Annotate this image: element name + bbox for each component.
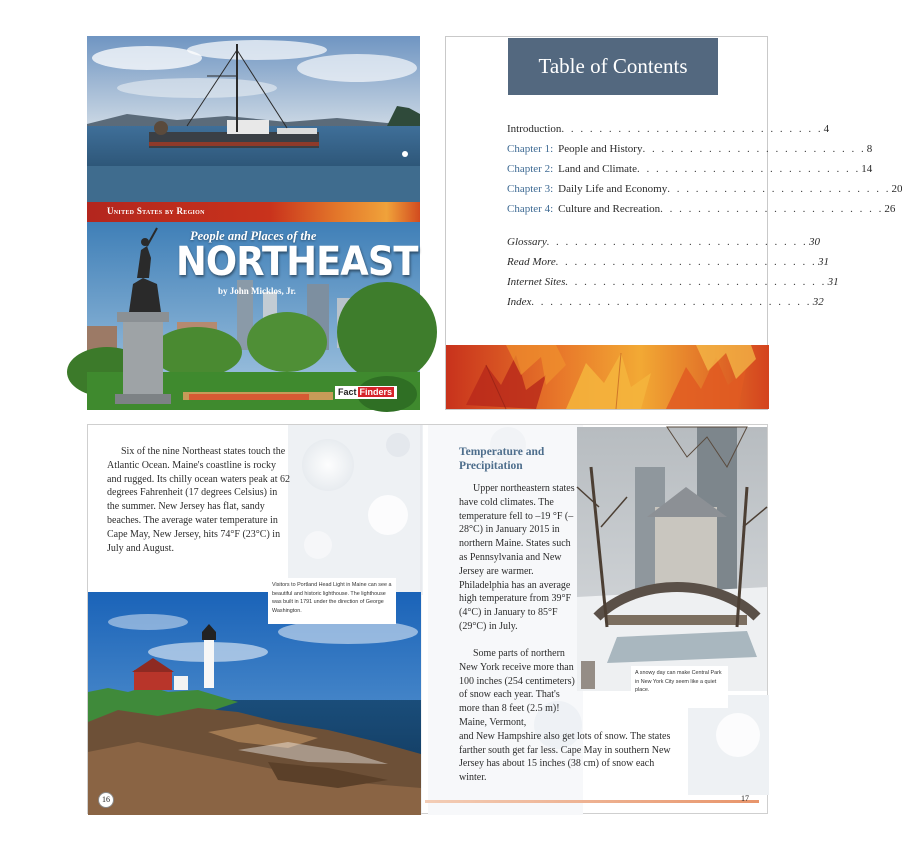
toc-chapter-prefix: Chapter 1: xyxy=(507,143,554,155)
toc-leader-dots: . . . . . . . . . . . . . . . . . . . . . . . . xyxy=(642,143,866,155)
right-page-paragraph-2 xyxy=(459,647,671,785)
toc-entry-index[interactable] xyxy=(507,292,824,312)
central-park-caption: A snowy day can make Central Park in New York City seem like a quiet place. xyxy=(631,666,728,708)
toc-entry-label: Land and Climate xyxy=(558,163,637,175)
autumn-leaves-image xyxy=(446,345,769,409)
toc-chapter-prefix: Chapter 3: xyxy=(507,183,554,195)
toc-entry-label: Culture and Recreation xyxy=(558,203,661,215)
toc-entry-label: Read More xyxy=(507,256,556,268)
cover-author: by John Micklos, Jr. xyxy=(218,286,296,296)
toc-entry-page: 26 xyxy=(884,203,896,215)
left-page-body: Six of the nine Northeast states touch the Atlantic Ocean. Maine's coastline is rocky and rugged. Its chilly ocean waters peak at 62 degrees Fahrenheit (17 degrees Celsius) in the summer. New Jersey has flat, sandy beaches. The average water temperature in Cape May, New Jersey, hits 74°F (23°C) in July and August. xyxy=(107,446,290,554)
series-band xyxy=(87,202,420,222)
toc-entry-label: Introduction xyxy=(507,123,562,135)
cover-title: NORTHEAST xyxy=(176,239,418,285)
fishing-boat-photo xyxy=(87,36,420,166)
toc-leader-dots: . . . . . . . . . . . . . . . . . . . . . . . . . . . . . . xyxy=(531,296,812,308)
toc-entry-label: Internet Sites xyxy=(507,276,566,288)
table-of-contents-page xyxy=(445,36,902,410)
toc-leader-dots: . . . . . . . . . . . . . . . . . . . . . . . . xyxy=(660,203,884,215)
section-heading xyxy=(459,445,544,473)
toc-leader-dots: . . . . . . . . . . . . . . . . . . . . . . . . xyxy=(667,183,891,195)
toc-chapter-prefix: Chapter 2: xyxy=(507,163,554,175)
toc-entry-chapter-1[interactable] xyxy=(507,139,873,159)
toc-leader-dots: . . . . . . . . . . . . . . . . . . . . . . . . . . . . xyxy=(561,123,823,135)
toc-entry-page: 8 xyxy=(866,143,873,155)
portland-head-light-photo xyxy=(88,592,421,815)
toc-leader-dots: . . . . . . . . . . . . . . . . . . . . . . . . . . . . xyxy=(565,276,827,288)
toc-entry-glossary[interactable] xyxy=(507,232,820,252)
paragraph-2-full-width: and New Hampshire also get lots of snow. The states farther south get far less. Cape May in southern New Jersey has about 15 inches (38 cm) of snow each winter. xyxy=(459,730,671,784)
toc-entry-chapter-2[interactable] xyxy=(507,159,873,179)
toc-entry-page: 30 xyxy=(808,236,820,248)
toc-entry-internet-sites[interactable] xyxy=(507,272,839,292)
toc-entry-chapter-4[interactable] xyxy=(507,199,896,219)
cover-subtitle: People and Places of the xyxy=(190,229,317,243)
section-heading-line1: Temperature and xyxy=(459,446,545,458)
toc-entry-introduction[interactable] xyxy=(507,119,830,139)
page-number-left: 16 xyxy=(98,792,114,808)
fact-finders-logo xyxy=(335,386,397,399)
toc-entry-page: 31 xyxy=(818,256,830,268)
toc-entry-label: Glossary xyxy=(507,236,547,248)
toc-entry-read-more[interactable] xyxy=(507,252,830,272)
toc-entry-page: 31 xyxy=(827,276,839,288)
toc-entry-page: 32 xyxy=(812,296,824,308)
lighthouse-caption: Visitors to Portland Head Light in Maine can see a beautiful and historic lighthouse. The lighthouse was built in 1791 under the direction of George Washington. xyxy=(268,578,396,624)
paragraph-2-indented: Some parts of northern New York receive more than 100 inches (254 centimeters) of snow each year. That's more than 8 feet (2.5 m)! Maine, Vermont, xyxy=(459,648,575,728)
toc-entry-label: Index xyxy=(507,296,532,308)
bottom-rule xyxy=(425,800,759,803)
book-spread xyxy=(87,424,768,814)
right-page-paragraph-1: Upper northeastern states have cold climates. The temperature fell to –19 °F (–28°C) in January 2015 in northern Maine. States such as Pennsylvania and New Jersey are warmer. Philadelphia has an average high temperature from 39°F (4°C) in January to 85°F (29°C) in July. xyxy=(459,483,575,632)
toc-leader-dots: . . . . . . . . . . . . . . . . . . . . . . . . . . . . xyxy=(555,256,818,268)
toc-entry-page: 4 xyxy=(823,123,830,135)
toc-heading: Table of Contents xyxy=(508,38,718,95)
section-heading-line2: Precipitation xyxy=(459,460,523,472)
toc-leader-dots: . . . . . . . . . . . . . . . . . . . . . . . . xyxy=(636,163,861,175)
toc-chapter-prefix: Chapter 4: xyxy=(507,203,554,215)
toc-entry-label: Daily Life and Economy xyxy=(558,183,668,195)
toc-entry-label: People and History xyxy=(558,143,643,155)
page-number-right: 17 xyxy=(741,794,749,803)
toc-entry-page: 20 xyxy=(891,183,902,195)
book-cover xyxy=(87,36,420,410)
toc-entry-page: 14 xyxy=(861,163,873,175)
toc-entry-chapter-3[interactable] xyxy=(507,179,902,199)
toc-list xyxy=(507,119,902,312)
series-label: United States by Region xyxy=(107,206,205,216)
logo-word-fact: Fact xyxy=(338,387,357,397)
logo-word-finders: Finders xyxy=(359,387,393,397)
toc-leader-dots: . . . . . . . . . . . . . . . . . . . . . . . . . . . . xyxy=(546,236,808,248)
toc-spacer xyxy=(507,219,717,232)
